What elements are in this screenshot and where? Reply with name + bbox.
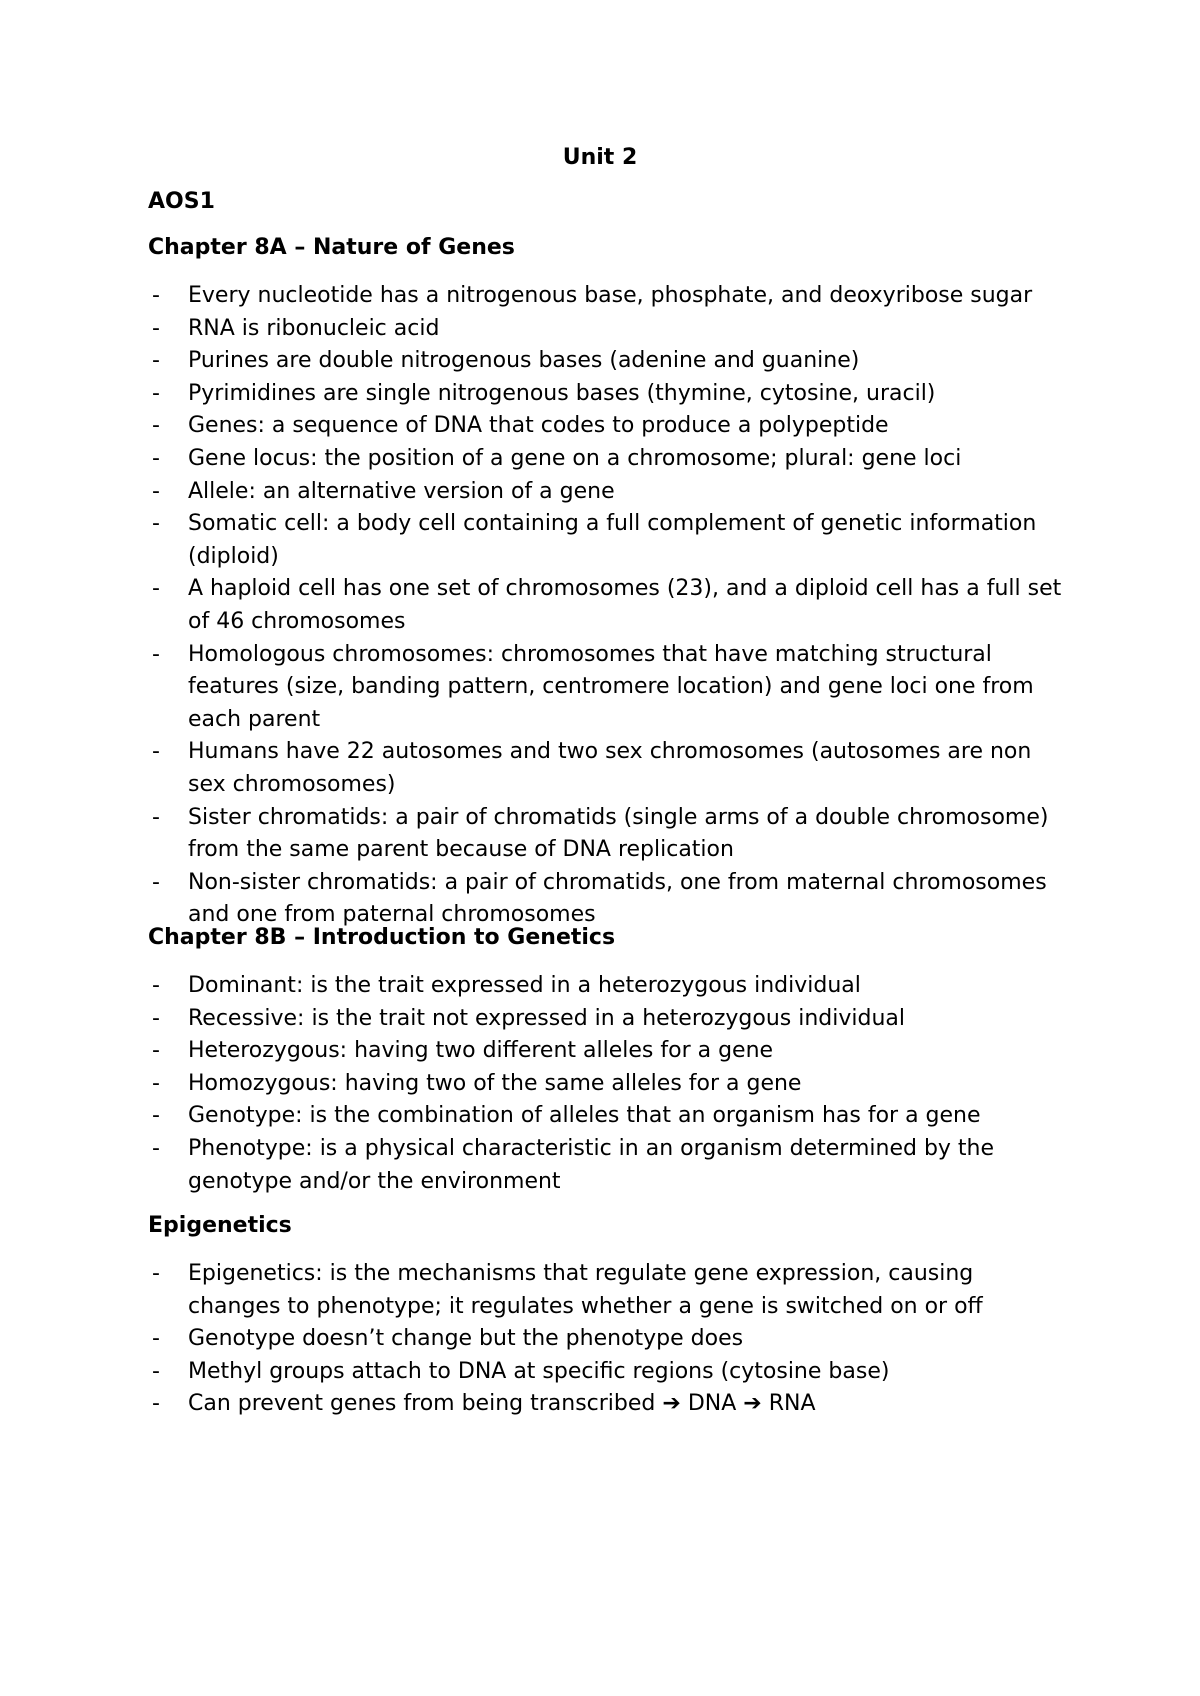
section-heading-8a: Chapter 8A – Nature of Genes	[148, 235, 515, 260]
list-item-text: Purines are double nitrogenous bases (adenine and guanine)	[188, 348, 860, 374]
list-item	[148, 410, 1068, 443]
list-item	[148, 1356, 1068, 1389]
arrow-right-icon: ➔	[662, 1391, 681, 1417]
list-item-text: Every nucleotide has a nitrogenous base, phosphate, and deoxyribose sugar	[188, 283, 1033, 308]
list-item-text: Can prevent genes from being transcribed	[188, 1391, 656, 1417]
list-item-text: Somatic cell: a body cell containing a full complement of genetic information (diploid)	[188, 511, 1037, 569]
list-item	[148, 443, 1068, 476]
list-item-step: RNA	[768, 1391, 816, 1417]
bullet-dash: -	[152, 1005, 160, 1031]
list-item	[148, 1388, 1068, 1421]
section-heading-epigenetics: Epigenetics	[148, 1213, 292, 1238]
list-item-text: A haploid cell has one set of chromosomes (23), and a diploid cell has a full set of 46 chromosomes	[188, 576, 1062, 634]
bullet-dash: -	[152, 511, 160, 537]
list-item	[148, 1068, 1068, 1101]
bullet-dash: -	[152, 973, 160, 998]
list-item-text: Heterozygous: having two different alleles for a gene	[188, 1038, 774, 1064]
list-item	[148, 1035, 1068, 1068]
bullet-dash: -	[152, 739, 160, 765]
bullet-dash: -	[152, 1261, 160, 1286]
list-item-text: Genotype: is the combination of alleles that an organism has for a gene	[188, 1103, 981, 1129]
list-item	[148, 476, 1068, 509]
list-item-text: Epigenetics: is the mechanisms that regulate gene expression, causing changes to phenotype; it regulates whether a gene is switched on or off	[188, 1261, 983, 1319]
list-item-text: Non-sister chromatids: a pair of chromatids, one from maternal chromosomes and one from paternal chromosomes	[188, 869, 1047, 928]
list-item	[148, 1003, 1068, 1036]
list-item-text: Homologous chromosomes: chromosomes that have matching structural features (size, banding pattern, centromere location) and gene loci one from each parent	[188, 641, 1034, 732]
aos-heading: AOS1	[148, 189, 215, 214]
bullet-dash: -	[152, 1103, 160, 1129]
list-item	[148, 378, 1068, 411]
bullet-dash: -	[152, 1326, 160, 1352]
list-item	[148, 867, 1068, 932]
list-item	[148, 508, 1068, 573]
list-item	[148, 573, 1068, 638]
list-item-text: Homozygous: having two of the same alleles for a gene	[188, 1070, 802, 1096]
list-item	[148, 1323, 1068, 1356]
bullet-dash: -	[152, 1135, 160, 1161]
list-item-step: DNA	[687, 1391, 737, 1417]
list-item-text: Gene locus: the position of a gene on a chromosome; plural: gene loci	[188, 445, 962, 471]
page-title: Unit 2	[562, 145, 638, 170]
list-item	[148, 736, 1068, 801]
bullet-dash: -	[152, 445, 160, 471]
bullet-dash: -	[152, 283, 160, 308]
bullet-dash: -	[152, 348, 160, 374]
bullet-list-epigenetics	[148, 1258, 1068, 1421]
list-item-text: Humans have 22 autosomes and two sex chromosomes (autosomes are non sex chromosomes)	[188, 739, 1032, 797]
list-item-text: Recessive: is the trait not expressed in a heterozygous individual	[188, 1005, 906, 1031]
list-item-text: Phenotype: is a physical characteristic in an organism determined by the genotype and/or the environment	[188, 1135, 995, 1194]
list-item	[148, 280, 1068, 313]
list-item	[148, 1258, 1068, 1323]
list-item	[148, 313, 1068, 346]
list-item-text: RNA is ribonucleic acid	[188, 315, 440, 341]
bullet-dash: -	[152, 380, 160, 406]
list-item-text: Allele: an alternative version of a gene	[188, 478, 615, 504]
bullet-dash: -	[152, 413, 160, 439]
bullet-dash: -	[152, 869, 160, 895]
bullet-dash: -	[152, 1070, 160, 1096]
bullet-dash: -	[152, 478, 160, 504]
bullet-dash: -	[152, 1038, 160, 1064]
bullet-dash: -	[152, 1391, 160, 1417]
list-item-text: Methyl groups attach to DNA at specific regions (cytosine base)	[188, 1358, 890, 1384]
bullet-dash: -	[152, 641, 160, 667]
bullet-dash: -	[152, 804, 160, 830]
arrow-right-icon: ➔	[743, 1391, 762, 1417]
list-item	[148, 1100, 1068, 1133]
list-item-text: Genes: a sequence of DNA that codes to produce a polypeptide	[188, 413, 889, 439]
list-item	[148, 1133, 1068, 1198]
bullet-list-8b	[148, 970, 1068, 1198]
list-item-text: Sister chromatids: a pair of chromatids (single arms of a double chromosome) from the same parent because of DNA replication	[188, 804, 1049, 863]
list-item-text: Dominant: is the trait expressed in a heterozygous individual	[188, 973, 861, 998]
list-item	[148, 345, 1068, 378]
list-item	[148, 970, 1068, 1003]
list-item	[148, 639, 1068, 737]
bullet-dash: -	[152, 315, 160, 341]
bullet-dash: -	[152, 576, 160, 602]
bullet-dash: -	[152, 1358, 160, 1384]
section-heading-8b: Chapter 8B – Introduction to Genetics	[148, 925, 616, 950]
list-item-text: Pyrimidines are single nitrogenous bases (thymine, cytosine, uracil)	[188, 380, 936, 406]
list-item	[148, 802, 1068, 867]
bullet-list-8a	[148, 280, 1068, 932]
list-item-text: Genotype doesn’t change but the phenotype does	[188, 1326, 744, 1352]
